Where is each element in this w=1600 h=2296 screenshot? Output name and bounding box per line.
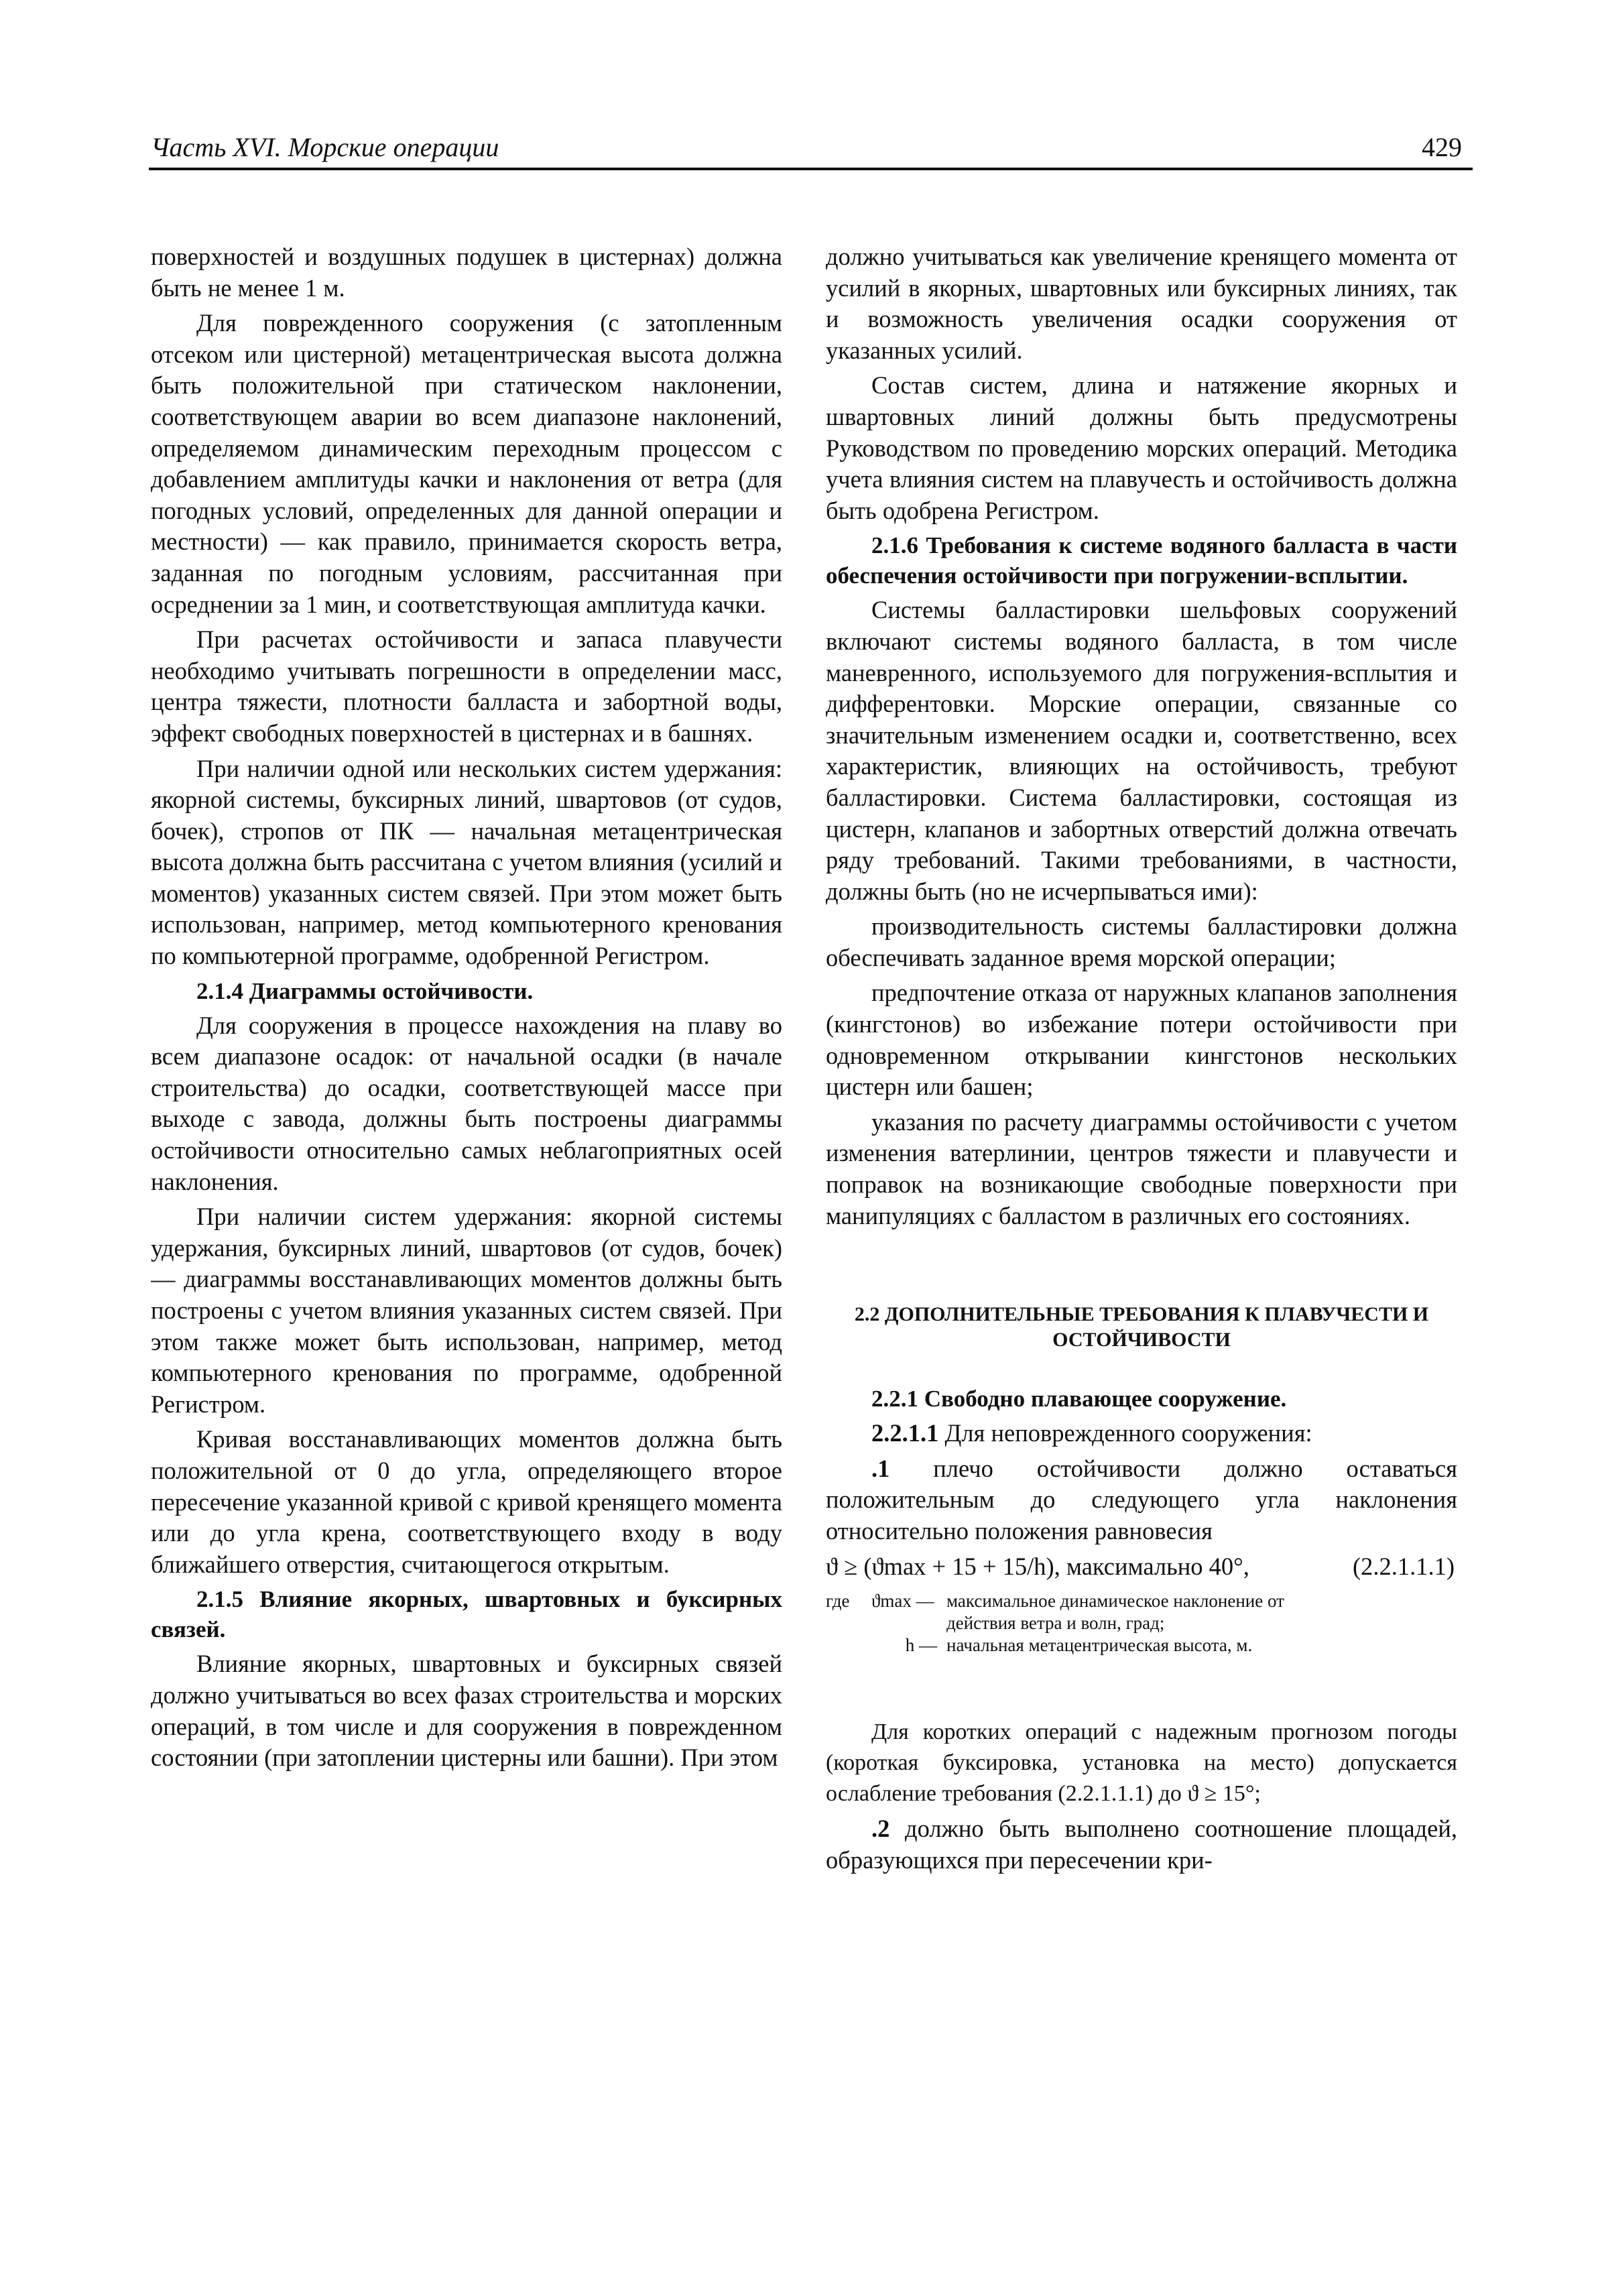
paragraph: При наличии систем удержания: якорной системы удержания, буксирных линий, швартовов (от судов, бочек) — диаграммы восстанавливающих моментов должны быть построены с учетом влияния указанных систем связей. При этом также может быть использован, например, метод компьютерного кренования по программе, одобренной Регистром. — [151, 1203, 782, 1418]
clause-number: .2 — [871, 1815, 890, 1843]
clause-text: плечо остойчивости должно оставаться положительным до следующего угла наклонения относительно положения равновесия — [826, 1454, 1457, 1545]
section-heading-2-1-5: 2.1.5 Влияние якорных, швартовных и буксирных связей. — [151, 1586, 782, 1643]
paragraph: Кривая восстанавливающих моментов должна быть положительной от 0 до угла, определяющего второе пересечение указанной кривой с кривой кренящего момента или до угла крена, соответствующего входу в воду ближайшего отверстия, считающегося открытым. — [151, 1425, 782, 1578]
page-number: 429 — [1422, 132, 1462, 162]
paragraph: При наличии одной или нескольких систем удержания: якорной системы, буксирных линий, швартовов (от судов, бочек), стропов от ПК — начальная метацентрическая высота должна быть рассчитана с учетом влияния (усилий и моментов) указанных систем связей. При этом может быть использован, например, метод компьютерного кренования по компьютерной программе, одобренной Регистром. — [151, 754, 782, 970]
section-heading-2-1-6: 2.1.6 Требования к системе водяного балласта в части обеспечения остойчивости при погружении-всплытии. — [826, 532, 1457, 589]
paragraph: Состав систем, длина и натяжение якорных и швартовных линий должны быть предусмотрены Руководством по проведению морских операций. Методика учета влияния систем на плавучесть и остойчивость должна быть одобрена Регистром. — [826, 371, 1457, 524]
paragraph: При расчетах остойчивости и запаса плавучести необходимо учитывать погрешности в определении масс, центра тяжести, плотности балласта и забортной воды, эффект свободных поверхностей в цистернах и в башнях. — [151, 625, 782, 747]
symbol-description: начальная метацентрическая высота, м. — [946, 1635, 1253, 1656]
paragraph — [826, 1453, 1457, 1547]
paragraph: поверхностей и воздушных подушек в цистернах) должна быть не менее 1 м. — [151, 243, 782, 302]
list-item: предпочтение отказа от наружных клапанов заполнения (кингстонов) во избежание потери остойчивости при одновременном открывании кингстонов нескольких цистерн или башен; — [826, 979, 1457, 1101]
paragraph: Влияние якорных, швартовных и буксирных связей должно учитываться во всех фазах строительства и морских операций, в том числе и для сооружения в поврежденном состоянии (при затоплении цистерны или башни). При этом — [151, 1650, 782, 1772]
paragraph — [826, 1418, 1457, 1449]
paragraph: должно учитываться как увеличение кренящего момента от усилий в якорных, швартовных или буксирных линиях, так и возможность увеличения осадки сооружения от указанных усилий. — [826, 243, 1457, 364]
symbol-description-cont: действия ветра и волн, град; — [946, 1613, 1165, 1634]
paragraph: Для поврежденного сооружения (с затопленным отсеком или цистерной) метацентрическая высота должна быть положительной при статическом наклонении, соответствующем аварии во всем диапазоне наклонений, определяемом динамическим переходным процессом с добавлением амплитуды качки и наклонения от ветра (для погодных условий, определенных для данной операции и местности) — как правило, принимается скорость ветра, заданная по погодным условиям, рассчитанная при осреднении за 1 мин, и соответствующая амплитуда качки. — [151, 309, 782, 618]
paragraph: Для коротких операций с надежным прогнозом погоды (короткая буксировка, установка на место) допускается ослабление требования (2.2.1.1.1) до ϑ ≥ 15°; — [826, 1719, 1457, 1807]
paragraph: Системы балластировки шельфовых сооружений включают системы водяного балласта, в том числе маневренного, используемого для погружения-всплытия и дифферентовки. Морские операции, связанные со значительным изменением осадки и, соответственно, всех характеристик, влияющих на остойчивость, требуют балластировки. Система балластировки, состоящая из цистерн, клапанов и забортных отверстий должна отвечать ряду требований. Такими требованиями, в частности, должны быть (но не исчерпываться ими): — [826, 596, 1457, 905]
symbol-h: h — — [905, 1635, 937, 1656]
symbol-theta-max: ϑmax — — [871, 1591, 934, 1612]
clause-number: .1 — [871, 1454, 890, 1482]
right-column — [826, 241, 1457, 2239]
formula-number: (2.2.1.1.1) — [1352, 1552, 1455, 1580]
header-rule — [149, 168, 1473, 170]
clause-number: 2.2.1.1 — [871, 1419, 939, 1447]
left-column — [151, 241, 782, 2239]
list-item: производительность системы балластировки должна обеспечивать заданное время морской операции; — [826, 912, 1457, 971]
formula-expression: ϑ ≥ (ϑmax + 15 + 15/h), максимально 40°, — [826, 1552, 1249, 1580]
section-title-2-2: 2.2 ДОПОЛНИТЕЛЬНЫЕ ТРЕБОВАНИЯ К ПЛАВУЧЕСТИ И ОСТОЙЧИВОСТИ — [854, 1303, 1429, 1351]
where-label: где — [826, 1591, 850, 1612]
section-heading-2-1-4: 2.1.4 Диаграммы остойчивости. — [196, 977, 534, 1004]
clause-text: должно быть выполнено соотношение площадей, образующихся при пересечении кри- — [826, 1815, 1457, 1874]
section-heading-2-2-1: 2.2.1 Свободно плавающее сооружение. — [871, 1386, 1287, 1412]
formula — [826, 1551, 1457, 1583]
formula-legend — [826, 1590, 1457, 1656]
clause-text: Для неповрежденного сооружения: — [944, 1419, 1312, 1447]
list-item: указания по расчету диаграммы остойчивости с учетом изменения ватерлинии, центров тяжести и плавучести и поправок на возникающие свободные поверхности при манипуляциях с балластом в различных его состояниях. — [826, 1107, 1457, 1229]
header-title: Часть XVI. Морские операции — [151, 132, 499, 162]
paragraph — [826, 1813, 1457, 1876]
symbol-description: максимальное динамическое наклонение от — [946, 1591, 1284, 1612]
running-header — [151, 131, 1470, 166]
paragraph: Для сооружения в процессе нахождения на плаву во всем диапазоне осадок: от начальной осадки (в начале строительства) до осадки, соответствующей массе при выходе с завода, должны быть построены диаграммы остойчивости относительно самых неблагоприятных осей наклонения. — [151, 1011, 782, 1195]
